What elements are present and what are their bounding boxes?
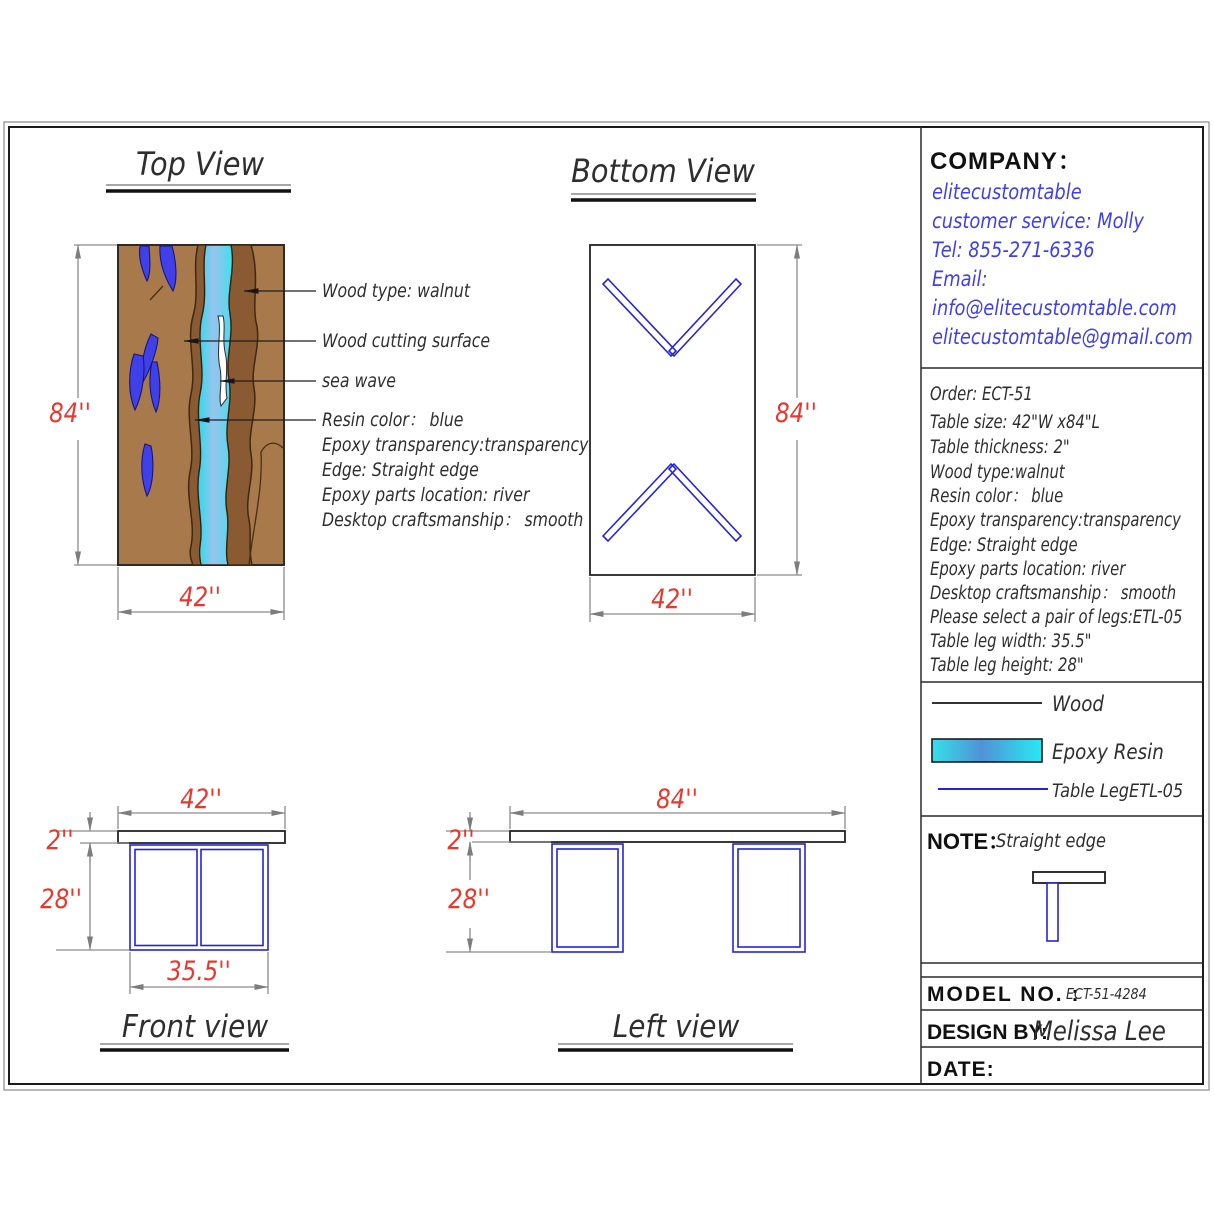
dim-label-42: 42'' <box>651 583 693 615</box>
company-label: COMPANY： <box>930 148 1083 175</box>
leg-outer-left <box>552 844 623 952</box>
order-line: Table thickness: 2" <box>930 435 1070 458</box>
design-by-value: Melissa Lee <box>1033 1015 1166 1047</box>
legend-epoxy-swatch <box>932 739 1042 762</box>
dim-label-35: 35.5'' <box>167 955 231 987</box>
dim-label-42: 42'' <box>179 581 221 613</box>
company-service: customer service: Molly <box>932 208 1144 234</box>
leg-inner-left <box>557 849 618 947</box>
legend-section <box>932 691 1183 803</box>
dim-label-2: 2'' <box>46 824 74 856</box>
company-name: elitecustomtable <box>932 179 1082 205</box>
model-no-value: ECT-51-4284 <box>1066 986 1147 1004</box>
leg-arm <box>669 279 741 356</box>
leg-frame-inner-right <box>201 850 263 946</box>
date-label: DATE: <box>927 1058 995 1081</box>
dim-label-28: 28'' <box>448 883 490 915</box>
title-block <box>927 983 1166 1081</box>
leg-inner-right <box>738 849 800 947</box>
callout-edge: Edge: Straight edge <box>322 459 479 482</box>
leg-arm <box>669 464 741 541</box>
leg-outer-right <box>733 844 805 952</box>
callout-wood-type: Wood type: walnut <box>322 280 471 303</box>
dim-label-42: 42'' <box>180 783 222 815</box>
note-edge-leg <box>1047 883 1058 941</box>
note-label: NOTE： <box>927 829 1011 854</box>
front-view-legs <box>130 845 268 950</box>
order-section <box>930 382 1182 675</box>
leg-frame-outer <box>130 845 268 950</box>
leg-arm <box>603 279 676 356</box>
company-section <box>930 148 1193 349</box>
legend-epoxy-label: Epoxy Resin <box>1052 738 1164 765</box>
leg-arm <box>603 464 676 541</box>
order-line: Order: ECT-51 <box>930 382 1033 405</box>
callout-craftsmanship: Desktop craftsmanship： smooth <box>322 509 584 532</box>
company-tel: Tel: 855-271-6336 <box>932 237 1095 263</box>
company-email-label: Email: <box>932 266 988 292</box>
note-section <box>927 829 1106 941</box>
order-line: Wood type:walnut <box>930 460 1065 483</box>
company-email-1: info@elitecustomtable.com <box>932 295 1177 321</box>
callout-epoxy-transparency: Epoxy transparency:transparency <box>322 434 589 457</box>
bottom-view <box>571 154 817 622</box>
legend-wood-label: Wood <box>1052 690 1104 717</box>
company-email-2: elitecustomtable@gmail.com <box>932 324 1193 350</box>
top-view-title: Top View <box>135 146 265 184</box>
order-line: Table size: 42"W x84"L <box>930 410 1100 433</box>
order-line: Please select a pair of legs:ETL-05 <box>930 605 1183 628</box>
bottom-view-leg-mounts <box>603 279 741 541</box>
top-view <box>49 147 291 620</box>
bottom-view-dimensions <box>590 245 817 622</box>
model-no-label: MODEL NO. : <box>927 983 1081 1006</box>
order-line: Table leg height: 28" <box>930 653 1084 676</box>
order-line: Edge: Straight edge <box>930 533 1078 556</box>
top-view-slab <box>118 245 284 565</box>
front-view <box>40 783 289 1050</box>
tabletop-profile <box>118 831 285 843</box>
order-line: Table leg width: 35.5" <box>930 629 1092 652</box>
dim-label-84: 84'' <box>656 783 698 815</box>
tabletop-profile <box>510 831 845 842</box>
front-view-title: Front view <box>121 1008 269 1045</box>
dim-label-84: 84'' <box>49 397 91 429</box>
info-panel <box>921 148 1203 1081</box>
callout-epoxy-location: Epoxy parts location: river <box>322 484 530 507</box>
order-line: Resin color： blue <box>930 484 1064 507</box>
left-view-title: Left view <box>612 1008 740 1045</box>
callout-cutting-surface: Wood cutting surface <box>322 330 491 353</box>
order-line: Epoxy parts location: river <box>930 557 1126 580</box>
callout-resin-color: Resin color： blue <box>322 409 464 432</box>
note-value: Straight edge <box>996 830 1106 853</box>
order-line: Epoxy transparency:transparency <box>930 508 1181 531</box>
left-view <box>446 783 845 1050</box>
dim-label-28: 28'' <box>40 883 82 915</box>
leg-frame-inner-left <box>135 850 197 946</box>
dim-label-84: 84'' <box>775 397 817 429</box>
bottom-view-title: Bottom View <box>571 153 755 191</box>
design-by-label: DESIGN BY: <box>927 1021 1048 1044</box>
dim-label-2: 2'' <box>447 824 475 856</box>
order-line: Desktop craftsmanship： smooth <box>930 581 1177 604</box>
legend-leg-label: Table LegETL-05 <box>1052 780 1184 803</box>
left-view-legs <box>552 844 805 952</box>
note-edge-top <box>1033 872 1105 883</box>
callout-sea-wave: sea wave <box>322 370 396 393</box>
